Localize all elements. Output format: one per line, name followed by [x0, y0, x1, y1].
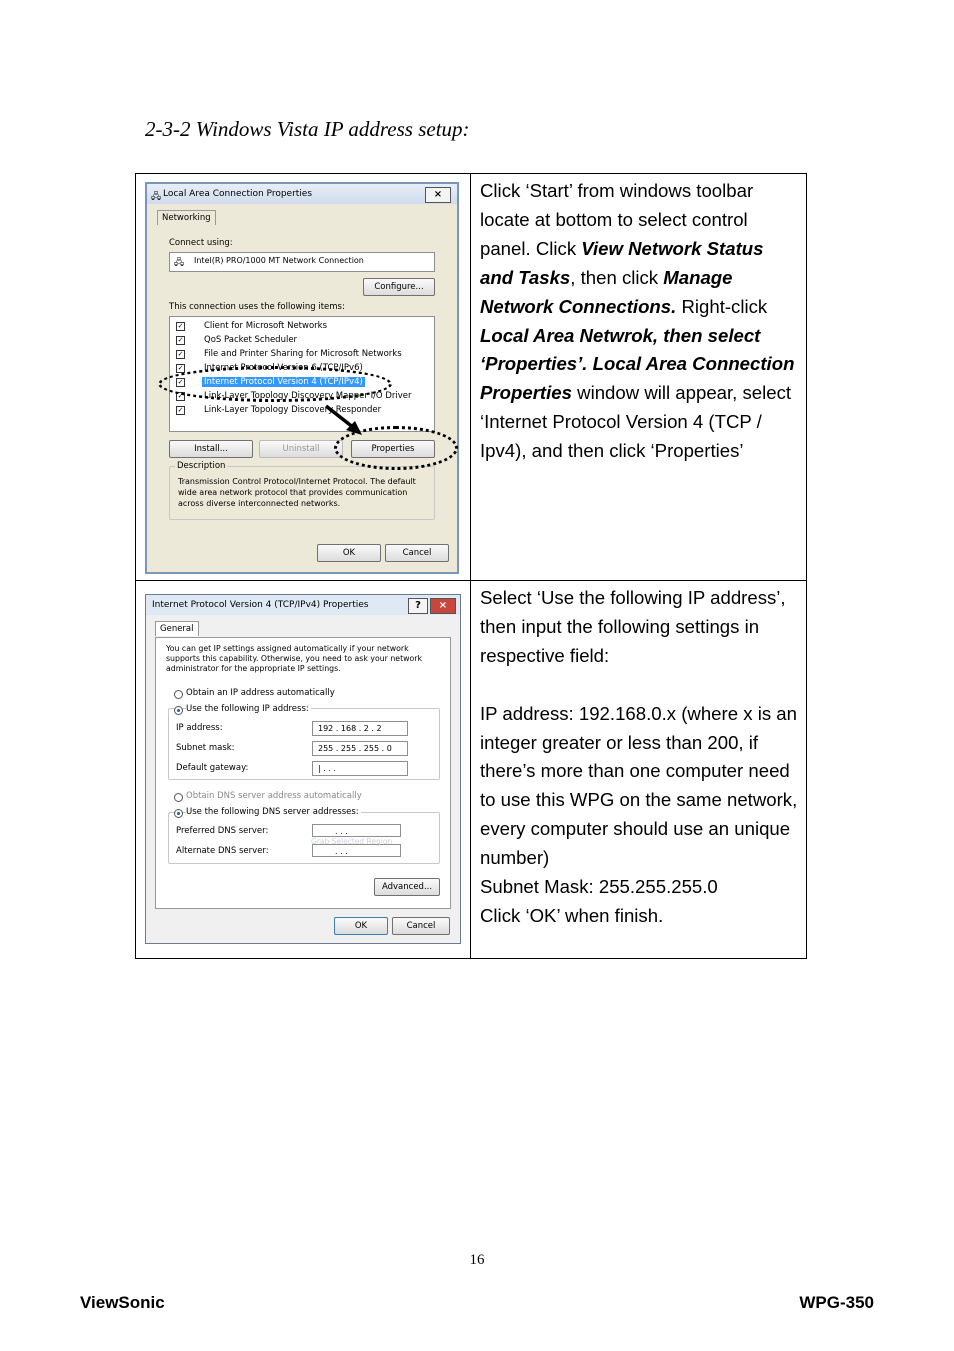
table-row [136, 174, 807, 581]
table-row [136, 581, 807, 959]
check-icon[interactable]: ✓ [177, 350, 184, 358]
gateway-label: Default gateway: [176, 763, 249, 773]
install-button[interactable]: Install... [169, 440, 253, 458]
item-label: Internet Protocol Version 4 (TCP/IPv4) [204, 377, 363, 387]
close-button[interactable]: × [430, 598, 456, 614]
ip-address-label: IP address: [176, 723, 223, 733]
intro-text: You can get IP settings assigned automatically if your network supports this capability. Otherwise, you need to ask your network administrator for the appropriate IP settings. [166, 644, 423, 673]
footer-brand: ViewSonic [80, 1293, 165, 1312]
ok-button[interactable]: OK [334, 917, 388, 935]
description-label: Description [177, 461, 226, 471]
step2-paragraph-3: Subnet Mask: 255.255.255.0 [480, 876, 718, 898]
step1-bold-1: View Network Status and Tasks [480, 237, 764, 288]
item-label: Link-Layer Topology Discovery Mapper I/O Driver [204, 391, 412, 401]
instruction-table [135, 173, 807, 959]
items-label: This connection uses the following items: [169, 302, 345, 312]
dialog-title: Internet Protocol Version 4 (TCP/IPv4) Properties [152, 600, 369, 610]
item-label: QoS Packet Scheduler [204, 335, 298, 345]
page-number: 16 [469, 1252, 485, 1268]
connect-using-label: Connect using: [169, 238, 233, 248]
tab-general[interactable]: General [155, 621, 199, 636]
grab-region-watermark: Grab Selected Region [311, 837, 393, 846]
gateway-field[interactable]: | . . . [312, 761, 408, 776]
cancel-button[interactable]: Cancel [392, 917, 450, 935]
check-icon[interactable]: ✓ [177, 364, 184, 372]
use-ip-radio[interactable] [174, 706, 183, 715]
use-ip-label: Use the following IP address: [186, 704, 309, 714]
step1-text-cell [471, 174, 807, 581]
adapter-name: Intel(R) PRO/1000 MT Network Connection [194, 256, 364, 265]
subnet-mask-label: Subnet mask: [176, 743, 235, 753]
preferred-dns-label: Preferred DNS server: [176, 826, 269, 836]
alternate-dns-field[interactable]: . . . [312, 844, 401, 857]
step1-text-1: Click ‘Start’ from windows toolbar locate at bottom to select control panel. Click [480, 180, 754, 259]
use-dns-radio[interactable] [174, 809, 183, 818]
ipv4-properties-dialog [145, 594, 461, 944]
dialog-title: Local Area Connection Properties [163, 189, 313, 199]
description-text: Transmission Control Protocol/Internet Protocol. The default wide area network protocol that provides communication across diverse interconnected networks. [178, 477, 416, 508]
auto-dns-radio [174, 793, 183, 802]
tab-networking[interactable]: Networking [157, 210, 216, 225]
step1-text-4: window will appear, select ‘Internet Protocol Version 4 (TCP / Ipv4), and then click ‘Properties’ [480, 382, 792, 462]
alternate-dns-label: Alternate DNS server: [176, 846, 269, 856]
item-label: Link-Layer Topology Discovery Responder [204, 405, 382, 415]
auto-dns-label: Obtain DNS server address automatically [186, 791, 362, 801]
step2-text-cell [471, 581, 807, 959]
cancel-button[interactable]: Cancel [385, 544, 449, 562]
use-dns-label: Use the following DNS server addresses: [186, 807, 359, 817]
check-icon[interactable]: ✓ [177, 406, 184, 414]
preferred-dns-field[interactable]: . . . [312, 824, 401, 837]
adapter-icon: 🖧 [174, 258, 185, 268]
paragraph-gap [480, 671, 800, 700]
step1-bold-3: Local Area Netwrok, then select ‘Properties’. Local Area Connection Properties [480, 324, 795, 404]
item-label: Internet Protocol Version 6 (TCP/IPv6) [204, 363, 363, 373]
ip-address-field[interactable]: 192 . 168 . 2 . 2 [312, 721, 408, 736]
check-icon[interactable]: ✓ [177, 322, 184, 330]
screenshot-cell [136, 581, 471, 959]
close-button[interactable]: × [425, 187, 451, 203]
step1-text-2: , then click [570, 266, 664, 288]
general-panel [155, 637, 451, 909]
auto-ip-radio[interactable] [174, 690, 183, 699]
section-heading: 2-3-2 Windows Vista IP address setup: [145, 117, 470, 141]
auto-ip-label: Obtain an IP address automatically [186, 688, 335, 698]
step2-paragraph-2: IP address: 192.168.0.x (where x is an integer greater or less than 200, if there’s more than one computer need to use this WPG on the same network, every computer should use an unique number) [480, 702, 798, 869]
step2-paragraph-1: Select ‘Use the following IP address’, then input the following settings in respective field: [480, 587, 786, 666]
ok-button[interactable]: OK [317, 544, 381, 562]
item-label: File and Printer Sharing for Microsoft Networks [204, 349, 402, 359]
help-button[interactable]: ? [408, 598, 428, 614]
check-icon[interactable]: ✓ [177, 336, 184, 344]
screenshot-cell [136, 174, 471, 581]
configure-button[interactable]: Configure... [363, 278, 435, 296]
footer-model: WPG-350 [799, 1293, 874, 1312]
network-icon: 🖧 [151, 192, 162, 202]
subnet-mask-field[interactable]: 255 . 255 . 255 . 0 [312, 741, 408, 756]
step1-bold-2: Manage Network Connections. [480, 266, 733, 317]
check-icon[interactable]: ✓ [177, 392, 184, 400]
properties-button[interactable]: Properties [351, 440, 435, 458]
item-label: Client for Microsoft Networks [204, 321, 328, 331]
arrow-icon [136, 174, 470, 577]
check-icon[interactable]: ✓ [177, 378, 184, 386]
step2-paragraph-4: Click ‘OK’ when finish. [480, 904, 664, 926]
advanced-button[interactable]: Advanced... [374, 878, 440, 896]
uninstall-button: Uninstall [259, 440, 343, 458]
step1-text-3: Right-click [676, 295, 768, 317]
titlebar [146, 595, 460, 615]
